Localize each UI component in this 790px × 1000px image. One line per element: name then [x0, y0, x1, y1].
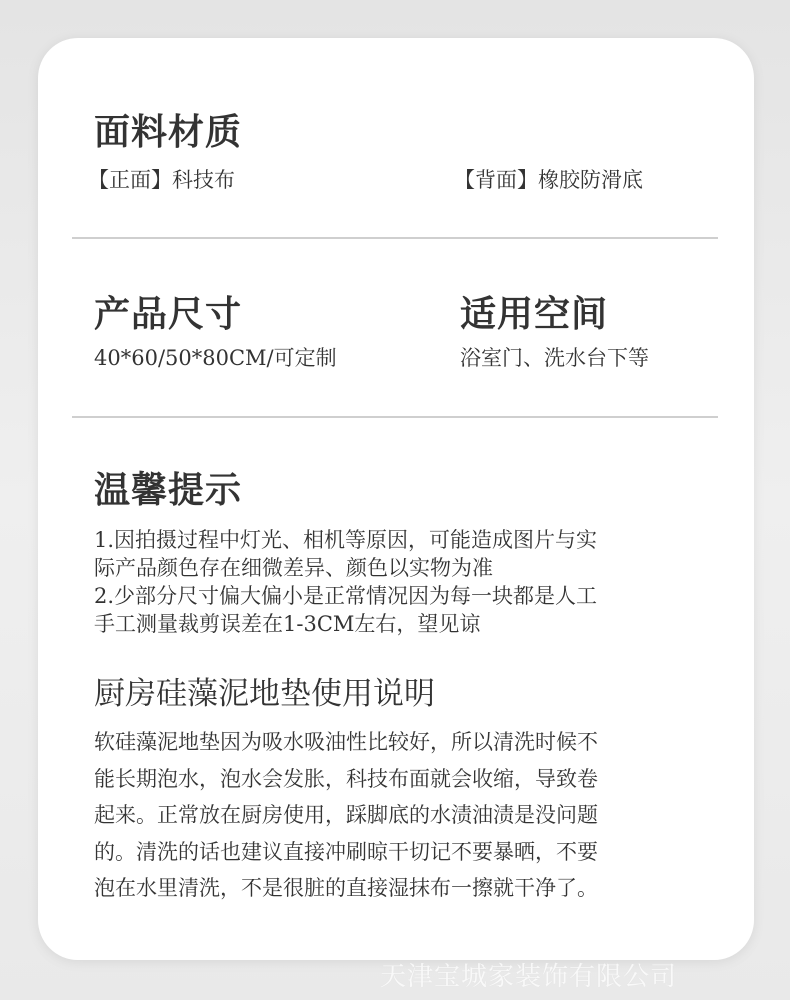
tips-text: [94, 526, 714, 638]
usage-line: 能长期泡水，泡水会发胀，科技布面就会收缩，导致卷: [94, 766, 598, 791]
usage-title: 厨房硅藻泥地垫使用说明: [94, 676, 435, 712]
size-title: 产品尺寸: [94, 294, 243, 335]
usage-line: 软硅藻泥地垫因为吸水吸油性比较好，所以清洗时候不: [94, 730, 598, 754]
space-title: 适用空间: [460, 294, 609, 335]
watermark: 天津宝城家装饰有限公司: [380, 962, 678, 992]
tips-line: 手工测量裁剪误差在1-3CM左右，望见谅: [94, 612, 481, 636]
tips-line: 2.少部分尺寸偏大偏小是正常情况因为每一块都是人工: [94, 584, 598, 608]
material-front: 【正面】科技布: [88, 168, 235, 192]
space-value: 浴室门、洗水台下等: [460, 346, 649, 370]
material-title: 面料材质: [94, 112, 243, 153]
size-value: 40*60/50*80CM/可定制: [94, 346, 337, 370]
tips-line: 1.因拍摄过程中灯光、相机等原因，可能造成图片与实: [94, 528, 598, 552]
usage-line: 泡在水里清洗，不是很脏的直接湿抹布一擦就干净了。: [94, 876, 598, 900]
section-divider: [72, 237, 718, 239]
material-back: 【背面】橡胶防滑底: [454, 168, 643, 192]
usage-line: 起来。正常放在厨房使用，踩脚底的水渍油渍是没问题: [94, 803, 598, 827]
section-divider: [72, 416, 718, 418]
usage-line: 的。清洗的话也建议直接冲刷晾干切记不要暴晒，不要: [94, 839, 598, 864]
tips-title: 温馨提示: [94, 470, 243, 511]
tips-line: 际产品颜色存在细微差异、颜色以实物为准: [94, 556, 493, 580]
usage-text: [94, 724, 714, 907]
